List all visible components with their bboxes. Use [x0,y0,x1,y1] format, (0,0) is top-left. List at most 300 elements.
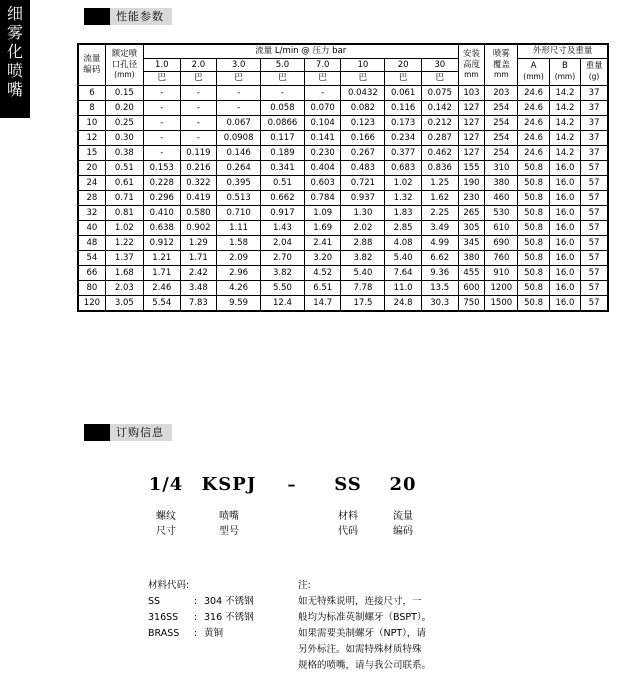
col-header-p-7: 20 [385,58,422,72]
remarks-notes [298,578,558,674]
cell-weight: 37 [581,130,608,145]
cell-p8: 30.3 [421,295,458,310]
cell-spray-coverage: 530 [485,205,518,220]
cell-dim-b: 16.0 [549,250,580,265]
section-heading-performance [84,8,172,25]
cell-p4: 0.341 [261,160,305,175]
cell-dim-b: 16.0 [549,160,580,175]
cell-install-height: 265 [458,205,485,220]
table-row [79,160,608,175]
cell-weight: 57 [581,265,608,280]
cell-spray-coverage: 690 [485,235,518,250]
cell-flow-code: 66 [79,265,106,280]
cell-p1: - [143,115,180,130]
cell-p8: 1.62 [421,190,458,205]
material-code-item-2 [148,610,298,626]
cell-p5: 0.603 [304,175,341,190]
cell-p2: 7.83 [180,295,217,310]
material-code-key-1: SS [148,596,161,607]
cell-install-height: 455 [458,265,485,280]
cell-p7: 24.8 [385,295,422,310]
col-header-orifice [105,45,143,86]
col-header-p-1: 1.0 [143,58,180,72]
cell-p5: 0.104 [304,115,341,130]
material-code-item-1 [148,594,298,610]
cell-p2: 0.902 [180,220,217,235]
performance-table-wrapper [78,44,608,311]
section-heading-order-label: 订购信息 [110,424,172,441]
cell-orifice: 1.22 [105,235,143,250]
performance-table-body [79,85,608,310]
cell-flow-code: 80 [79,280,106,295]
cell-install-height: 127 [458,145,485,160]
orifice-line2: 口孔径 [111,59,138,70]
col-header-spray-coverage [485,45,518,86]
cell-p3: 4.26 [217,280,261,295]
cell-p7: 0.683 [385,160,422,175]
cell-dim-b: 16.0 [549,190,580,205]
cell-dim-b: 16.0 [549,205,580,220]
col-header-dim-a [518,58,549,85]
order-label-model-line1: 喷嘴 [219,511,239,522]
cell-p7: 7.64 [385,265,422,280]
material-code-colon-2: : [194,612,198,623]
cell-p2: - [180,85,217,100]
vertical-tab-char-2: 雾 [6,23,23,42]
col-header-p-6-unit: 巴 [341,72,385,86]
material-code-title: 材料代码: [148,580,190,591]
cell-p8: 0.075 [421,85,458,100]
cell-p5: 4.52 [304,265,341,280]
cell-p3: - [217,100,261,115]
cell-weight: 57 [581,205,608,220]
table-row [79,175,608,190]
section-heading-order [84,424,172,441]
cell-p4: 0.662 [261,190,305,205]
heading-bar-decoration-2 [84,424,110,441]
cell-p3: 2.09 [217,250,261,265]
cell-spray-coverage: 380 [485,175,518,190]
cell-p7: 0.377 [385,145,422,160]
order-label-thread-line1: 螺纹 [156,511,176,522]
cell-spray-coverage: 460 [485,190,518,205]
cell-p4: 5.50 [261,280,305,295]
cell-p1: - [143,85,180,100]
cell-p8: 6.62 [421,250,458,265]
cell-p7: 1.32 [385,190,422,205]
cell-dim-b: 14.2 [549,100,580,115]
table-row [79,115,608,130]
weight-unit: (g) [588,71,600,81]
cell-orifice: 1.02 [105,220,143,235]
cell-p8: 0.836 [421,160,458,175]
col-header-p-5: 7.0 [304,58,341,72]
remarks-line-1: 如无特殊说明，连接尺寸，一 [298,596,422,607]
vertical-product-tab [0,0,30,118]
cell-flow-code: 54 [79,250,106,265]
cell-p5: 0.070 [304,100,341,115]
cell-p8: 9.36 [421,265,458,280]
col-header-p-2-unit: 巴 [180,72,217,86]
table-row [79,235,608,250]
cell-p3: - [217,85,261,100]
cell-p1: 1.21 [143,250,180,265]
cell-dim-a: 50.8 [518,235,549,250]
order-code-flow: 20 [389,474,417,495]
table-row [79,250,608,265]
col-header-flow-code [79,45,106,86]
table-row [79,145,608,160]
cell-spray-coverage: 310 [485,160,518,175]
cell-p1: 0.912 [143,235,180,250]
material-code-value-3: 黄铜 [204,628,224,639]
cell-p3: 0.395 [217,175,261,190]
cell-p1: - [143,100,180,115]
cell-p5: 0.230 [304,145,341,160]
table-row [79,295,608,310]
cell-orifice: 0.38 [105,145,143,160]
cell-p6: 0.937 [341,190,385,205]
cell-p3: 0.146 [217,145,261,160]
cell-p7: 0.061 [385,85,422,100]
flow-code-line1: 流量 [83,54,101,65]
cell-dim-b: 16.0 [549,265,580,280]
flow-code-line2: 编码 [83,64,101,75]
cell-weight: 57 [581,190,608,205]
order-code-thread-size: 1/4 [148,474,184,495]
order-label-flow [378,509,428,539]
cell-weight: 57 [581,235,608,250]
cell-flow-code: 20 [79,160,106,175]
cell-p1: 0.228 [143,175,180,190]
cell-p8: 0.212 [421,115,458,130]
cell-spray-coverage: 910 [485,265,518,280]
cell-install-height: 230 [458,190,485,205]
cell-p4: 0.189 [261,145,305,160]
cell-dim-a: 50.8 [518,190,549,205]
cell-p8: 0.287 [421,130,458,145]
cell-spray-coverage: 203 [485,85,518,100]
col-header-p-4: 5.0 [261,58,305,72]
cell-p7: 2.85 [385,220,422,235]
cell-p8: 3.49 [421,220,458,235]
cell-flow-code: 120 [79,295,106,310]
spray-line2: 覆盖 [492,59,510,70]
cell-p6: 0.123 [341,115,385,130]
cell-p1: - [143,145,180,160]
cell-install-height: 155 [458,160,485,175]
cell-install-height: 127 [458,130,485,145]
cell-p2: 2.42 [180,265,217,280]
cell-spray-coverage: 760 [485,250,518,265]
cell-p6: 0.082 [341,100,385,115]
cell-p6: 5.40 [341,265,385,280]
cell-p5: - [304,85,341,100]
cell-orifice: 3.05 [105,295,143,310]
cell-weight: 57 [581,175,608,190]
dim-a-label: A [530,61,537,71]
cell-install-height: 103 [458,85,485,100]
cell-weight: 57 [581,220,608,235]
order-label-thread [140,509,192,539]
dim-b-unit: (mm) [554,71,576,81]
cell-dim-b: 14.2 [549,115,580,130]
material-code-item-3 [148,626,298,642]
install-line2: 高度 [462,59,480,70]
cell-dim-a: 50.8 [518,250,549,265]
cell-orifice: 1.37 [105,250,143,265]
cell-p1: 0.638 [143,220,180,235]
cell-p6: 17.5 [341,295,385,310]
cell-install-height: 380 [458,250,485,265]
cell-dim-b: 16.0 [549,280,580,295]
cell-install-height: 600 [458,280,485,295]
order-code-block [140,474,560,539]
order-label-material [318,509,378,539]
cell-p6: 2.02 [341,220,385,235]
remarks-line-2: 般均为标准英制螺牙（BSPT）。 [298,612,432,623]
cell-orifice: 0.81 [105,205,143,220]
cell-install-height: 190 [458,175,485,190]
cell-p2: 1.71 [180,250,217,265]
col-header-p-8: 30 [421,58,458,72]
cell-p3: 9.59 [217,295,261,310]
table-row [79,280,608,295]
cell-dim-a: 50.8 [518,265,549,280]
cell-flow-code: 8 [79,100,106,115]
cell-p5: 6.51 [304,280,341,295]
cell-install-height: 305 [458,220,485,235]
cell-orifice: 0.61 [105,175,143,190]
cell-p5: 3.20 [304,250,341,265]
cell-weight: 37 [581,115,608,130]
performance-table-head [79,45,608,86]
cell-orifice: 0.25 [105,115,143,130]
heading-bar-decoration [84,8,110,25]
orifice-unit: (mm) [114,70,135,79]
cell-p2: - [180,130,217,145]
table-row [79,265,608,280]
cell-weight: 57 [581,280,608,295]
cell-dim-b: 14.2 [549,130,580,145]
table-row [79,130,608,145]
cell-flow-code: 15 [79,145,106,160]
vertical-tab-char-4: 喷 [6,61,23,80]
cell-p2: 1.29 [180,235,217,250]
cell-p4: 0.0866 [261,115,305,130]
material-code-key-3: BRASS [148,628,180,639]
install-line1: 安装 [462,49,480,59]
cell-p7: 1.83 [385,205,422,220]
col-header-p-5-unit: 巴 [304,72,341,86]
cell-p8: 13.5 [421,280,458,295]
cell-p7: 1.02 [385,175,422,190]
material-code-value-2: 316 不锈钢 [204,612,254,623]
cell-p2: 0.419 [180,190,217,205]
cell-dim-a: 24.6 [518,100,549,115]
cell-p7: 0.173 [385,115,422,130]
cell-p3: 0.710 [217,205,261,220]
cell-orifice: 0.51 [105,160,143,175]
table-row [79,220,608,235]
col-header-dimensions-group: 外形尺寸及重量 [518,45,608,59]
cell-flow-code: 12 [79,130,106,145]
cell-p6: 1.30 [341,205,385,220]
cell-p7: 0.116 [385,100,422,115]
cell-install-height: 127 [458,100,485,115]
col-header-p-3-unit: 巴 [217,72,261,86]
cell-orifice: 0.15 [105,85,143,100]
cell-flow-code: 28 [79,190,106,205]
cell-p7: 5.40 [385,250,422,265]
cell-dim-a: 50.8 [518,175,549,190]
cell-p5: 2.41 [304,235,341,250]
col-header-p-6: 10 [341,58,385,72]
material-code-colon-1: : [194,596,198,607]
cell-flow-code: 32 [79,205,106,220]
cell-p6: 3.82 [341,250,385,265]
orifice-line1: 额定喷 [111,49,138,59]
cell-p8: 0.462 [421,145,458,160]
cell-flow-code: 6 [79,85,106,100]
cell-p4: 0.058 [261,100,305,115]
cell-p4: - [261,85,305,100]
cell-dim-a: 24.6 [518,115,549,130]
order-label-material-line1: 材料 [338,511,358,522]
cell-orifice: 0.71 [105,190,143,205]
cell-spray-coverage: 610 [485,220,518,235]
order-code-separator: – [287,475,297,494]
cell-p3: 1.58 [217,235,261,250]
cell-dim-b: 16.0 [549,175,580,190]
cell-orifice: 2.03 [105,280,143,295]
cell-weight: 57 [581,295,608,310]
cell-dim-b: 16.0 [549,235,580,250]
cell-dim-b: 16.0 [549,220,580,235]
cell-p3: 0.264 [217,160,261,175]
cell-dim-a: 50.8 [518,220,549,235]
cell-weight: 57 [581,160,608,175]
cell-p5: 1.69 [304,220,341,235]
cell-dim-b: 14.2 [549,85,580,100]
cell-p8: 0.142 [421,100,458,115]
spray-line1: 喷雾 [492,49,510,59]
cell-p1: - [143,130,180,145]
install-unit: mm [464,70,479,79]
order-code-model: KSPJ [201,474,257,495]
cell-weight: 57 [581,250,608,265]
cell-spray-coverage: 254 [485,100,518,115]
cell-orifice: 0.30 [105,130,143,145]
cell-orifice: 1.68 [105,265,143,280]
cell-dim-b: 14.2 [549,145,580,160]
cell-p7: 4.08 [385,235,422,250]
cell-p2: 0.580 [180,205,217,220]
col-header-p-8-unit: 巴 [421,72,458,86]
order-label-model-line2: 型号 [219,526,239,537]
cell-spray-coverage: 1500 [485,295,518,310]
cell-dim-b: 16.0 [549,295,580,310]
order-code-material: SS [334,474,362,495]
cell-p2: 0.119 [180,145,217,160]
performance-table [78,44,608,311]
col-header-install-height [458,45,485,86]
cell-p1: 1.71 [143,265,180,280]
cell-p1: 0.153 [143,160,180,175]
cell-weight: 37 [581,85,608,100]
cell-p4: 2.04 [261,235,305,250]
material-code-key-2: 316SS [148,612,179,623]
cell-install-height: 345 [458,235,485,250]
cell-p1: 0.296 [143,190,180,205]
cell-install-height: 127 [458,115,485,130]
order-code-label-row [140,509,560,539]
col-header-weight [581,58,608,85]
cell-dim-a: 24.6 [518,85,549,100]
cell-p4: 0.51 [261,175,305,190]
dim-a-unit: (mm) [523,71,544,81]
cell-p1: 0.410 [143,205,180,220]
table-row [79,190,608,205]
cell-weight: 37 [581,145,608,160]
cell-p6: 0.0432 [341,85,385,100]
cell-dim-a: 50.8 [518,295,549,310]
cell-p5: 1.09 [304,205,341,220]
cell-p8: 2.25 [421,205,458,220]
cell-p6: 2.88 [341,235,385,250]
cell-p4: 2.70 [261,250,305,265]
cell-spray-coverage: 254 [485,115,518,130]
col-header-p-2: 2.0 [180,58,217,72]
cell-p3: 1.11 [217,220,261,235]
remarks-line-5: 规格的喷嘴，请与我公司联系。 [298,660,432,671]
col-header-p-4-unit: 巴 [261,72,305,86]
cell-p4: 12.4 [261,295,305,310]
table-row [79,85,608,100]
vertical-tab-char-1: 细 [6,4,23,23]
cell-dim-a: 50.8 [518,280,549,295]
cell-dim-a: 24.6 [518,130,549,145]
cell-spray-coverage: 254 [485,145,518,160]
cell-dim-a: 50.8 [518,160,549,175]
cell-p7: 11.0 [385,280,422,295]
cell-p6: 0.721 [341,175,385,190]
cell-p1: 5.54 [143,295,180,310]
order-label-spacer [266,509,318,539]
cell-p2: 3.48 [180,280,217,295]
cell-p5: 0.784 [304,190,341,205]
cell-p4: 0.917 [261,205,305,220]
notes-area [148,578,588,674]
cell-p6: 0.483 [341,160,385,175]
vertical-tab-char-5: 嘴 [6,80,23,99]
cell-p2: 0.322 [180,175,217,190]
order-label-flow-line2: 编码 [393,526,413,537]
remarks-line-4: 另外标注。如需特殊材质特殊 [298,644,422,655]
cell-p2: - [180,100,217,115]
cell-p2: - [180,115,217,130]
col-header-flow-group: 流量 L/min @ 压力 bar [143,45,458,59]
table-row [79,205,608,220]
spray-unit: mm [494,70,509,79]
table-header-row-1 [79,45,608,59]
cell-p6: 0.166 [341,130,385,145]
order-label-flow-line1: 流量 [393,511,413,522]
cell-weight: 37 [581,100,608,115]
weight-label: 重量 [585,61,603,71]
cell-flow-code: 24 [79,175,106,190]
cell-p4: 3.82 [261,265,305,280]
